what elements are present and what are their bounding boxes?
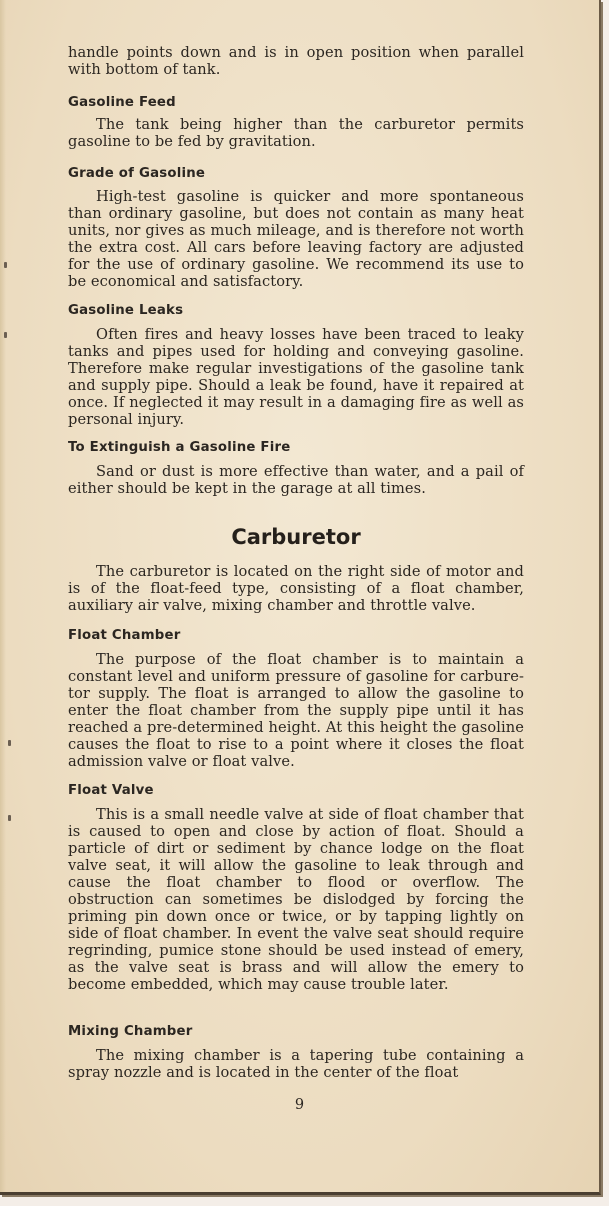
page-number: 9 (294, 1097, 305, 1113)
gasoline-feed-heading: Gasoline Feed (68, 95, 176, 110)
extinguish-fire-paragraph: Sand or dust is more effective than water, and a pail of either should be kept in the garage at all times. (68, 463, 524, 497)
extinguish-fire-section (68, 440, 524, 497)
gasoline-leaks-section (68, 303, 524, 428)
float-valve-paragraph: This is a small needle valve at side of float chamber that is caused to open and close by action of float. Should a particle of dirt or sediment by chance lodge on the float valve seat, it will allow the gasoline to leak through and cause the float chamber to flood or overflow. The obstruction can sometimes be dislodged by forcing the priming pin down once or twice, or by tapping lightly on side of float chamber. In event the valve seat should require regrinding, pumice stone should be used instead of emery, as the valve seat is brass and will allow the emery to become embedded, which may cause trouble later. (68, 806, 524, 993)
mixing-chamber-section (68, 1024, 524, 1081)
gasoline-feed-section (68, 95, 524, 150)
float-valve-heading: Float Valve (68, 783, 154, 798)
carburetor-section (68, 525, 524, 614)
gasoline-leaks-heading: Gasoline Leaks (68, 303, 184, 318)
carburetor-paragraph: The carburetor is located on the right side of motor and is of the float-feed type, consisting of a float chamber, auxiliary air valve, mixing chamber and throttle valve. (68, 563, 524, 614)
margin-mark (8, 740, 11, 746)
grade-of-gasoline-section (68, 166, 524, 290)
mixing-chamber-paragraph: The mixing chamber is a tapering tube containing a spray nozzle and is located in the center of the float (68, 1047, 524, 1081)
float-chamber-paragraph: The purpose of the float chamber is to maintain a constant level and uniform pressure of gasoline for carbure-tor supply. The float is arranged to allow the gasoline to enter the float chamber from the supply pipe until it has reached a pre-determined height. At this height the gasoline causes the float to rise to a point where it closes the float admission valve or float valve. (68, 651, 524, 770)
extinguish-fire-heading: To Extinguish a Gasoline Fire (68, 440, 291, 455)
float-valve-section (68, 783, 524, 993)
intro-paragraph: handle points down and is in open position when parallel with bottom of tank. (68, 44, 524, 78)
page-binding-edge (0, 0, 6, 1192)
float-chamber-heading: Float Chamber (68, 628, 181, 643)
margin-mark (4, 262, 7, 268)
float-chamber-section (68, 628, 524, 770)
mixing-chamber-heading: Mixing Chamber (68, 1024, 193, 1039)
margin-mark (8, 815, 11, 821)
grade-of-gasoline-heading: Grade of Gasoline (68, 166, 206, 181)
margin-mark (4, 332, 7, 338)
grade-of-gasoline-paragraph: High-test gasoline is quicker and more spontaneous than ordinary gasoline, but does not contain as many heat units, nor gives as much mileage, and is therefore not worth the extra cost. All cars before leaving factory are adjusted for the use of ordinary gasoline. We recommend its use to be economical and satisfactory. (68, 188, 524, 290)
gasoline-leaks-paragraph: Often fires and heavy losses have been traced to leaky tanks and pipes used for holding and conveying gasoline. Therefore make regular investigations of the gasoline tank and supply pipe. Should a leak be found, have it repaired at once. If neglected it may result in a damaging fire as well as personal injury. (68, 326, 524, 428)
gasoline-feed-paragraph: The tank being higher than the carburetor permits gasoline to be fed by gravitation. (68, 116, 524, 150)
intro-paragraph-block (68, 44, 524, 78)
carburetor-title: Carburetor (231, 525, 361, 549)
